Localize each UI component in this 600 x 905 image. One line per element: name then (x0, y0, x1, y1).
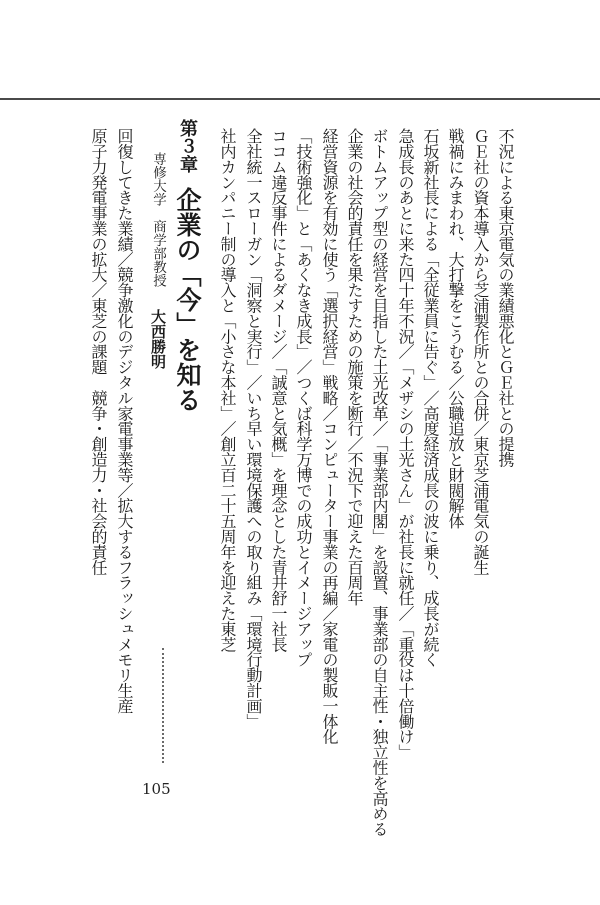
chapter-line: 回復してきた業績／競争激化のデジタル家電事業等／拡大するフラッシュメモリ生産 (115, 128, 134, 714)
toc-line: 企業の社会的責任を果たすための施策を断行／不況下で迎えた百周年 (345, 128, 364, 606)
toc-line: 社内カンパニー制の導入と「小さな本社」／創立百二十五周年を迎えた東芝 (218, 128, 237, 652)
author-block (150, 152, 165, 369)
toc-line: 石坂新社長による「全従業員に告ぐ」／高度経済成長の波に乗り、成長が続く (421, 128, 440, 668)
toc-line: 不況による東京電気の業績悪化とＧＥ社との提携 (496, 128, 515, 467)
toc-line: ココム違反事件によるダメージ／「誠意と気概」を理念とした青井舒一社長 (269, 128, 288, 652)
toc-line: 「技術強化」と「あくなき成長」／つくば科学万博での成功とイメージアップ (294, 128, 313, 668)
page-number: 105 (142, 780, 171, 798)
chapter-number: 第３章 (177, 119, 198, 173)
toc-line: ボトムアップ型の経営を目指した土光改革／「事業部内閣」を設置、事業部の自主性・独立性を高める (370, 128, 389, 837)
chapter-heading (175, 119, 200, 412)
author-affiliation: 専修大学 商学部教授 (150, 152, 166, 287)
toc-line: 経営資源を有効に使う「選択経営」戦略／コンピューター事業の再編／家電の製販一体化 (320, 128, 339, 745)
toc-line: ＧＥ社の資本導入から芝浦製作所との合併／東京芝浦電気の誕生 (471, 128, 490, 575)
author-name: 大西勝明 (149, 309, 167, 369)
header-rule (0, 98, 600, 100)
chapter-title: 企業の「今」を知る (173, 187, 202, 412)
chapter-line: 原子力発電事業の拡大／東芝の課題 競争・創造力・社会的責任 (89, 128, 108, 575)
dot-leader (162, 648, 164, 763)
toc-line: 戦禍にみまわれ、大打撃をこうむる／公職追放と財閥解体 (446, 128, 465, 529)
toc-line: 急成長のあとに来た四十年不況／「メザシの土光さん」が社長に就任／「重役は十倍働け」 (396, 128, 415, 760)
toc-line: 全社統一スローガン「洞察と実行」／いち早い環境保護への取り組み「環境行動計画」 (244, 128, 263, 729)
